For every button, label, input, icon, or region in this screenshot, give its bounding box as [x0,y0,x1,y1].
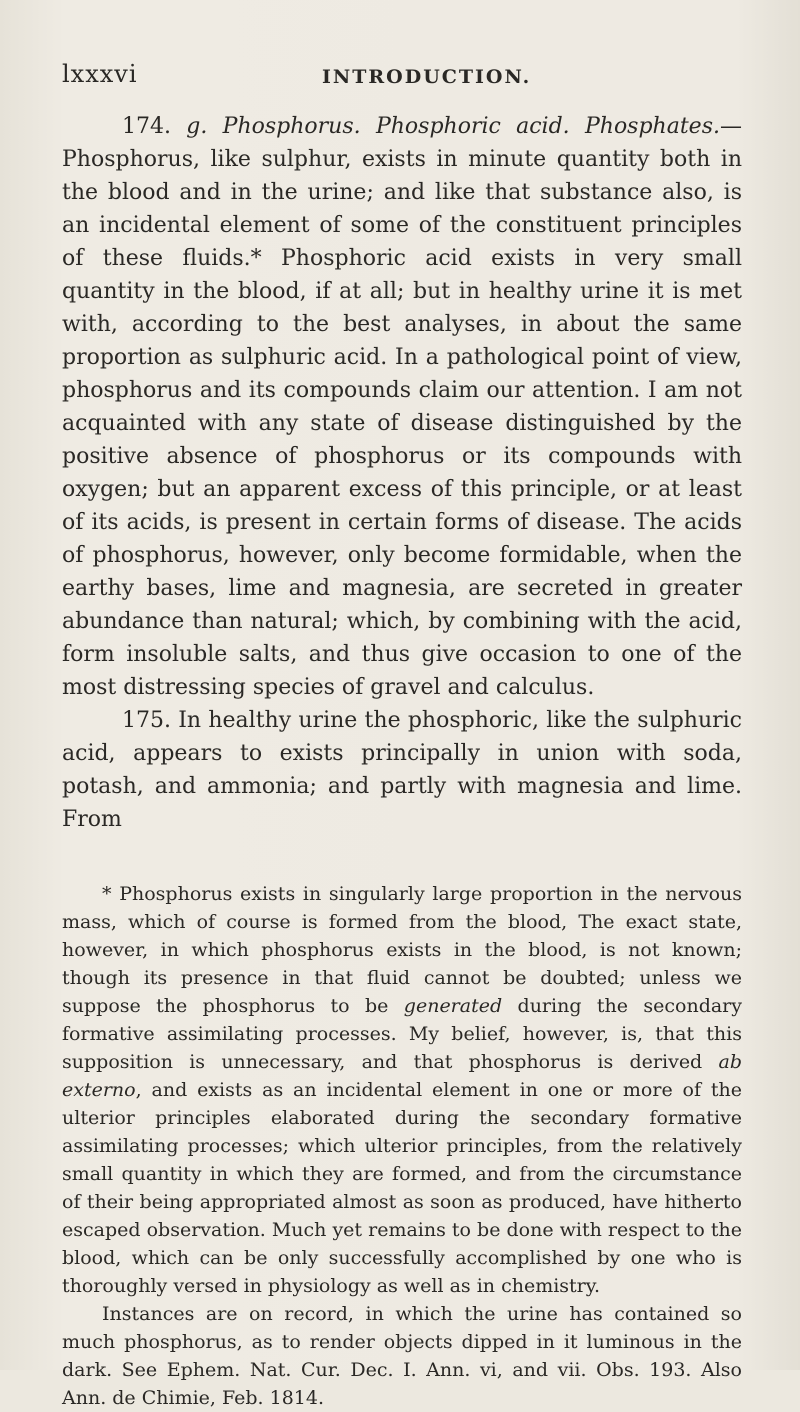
paragraph-175: 175. In healthy urine the phosphoric, like the sulphuric acid, appears to exists principally in union with soda, potash, and ammonia; and partly with magnesia and lime. From [62,708,742,832]
footnote-paragraph-2: Instances are on record, in which the urine has contained so much phosphorus, as to render objects dipped in it luminous in the dark. See Ephem. Nat. Cur. Dec. I. Ann. vi, and vii. Obs. 193. Also Ann. de Chimie, Feb. 1814. [62,1303,742,1409]
section-heading: g. Phosphorus. [186,114,361,139]
main-text [62,110,742,836]
subheading-acid: Phosphoric acid. [375,114,570,139]
subheading-phosphates: Phosphates. [584,114,720,139]
page-number: lxxxvi [62,60,138,88]
page-header [62,60,742,96]
running-head: INTRODUCTION. [322,66,532,88]
footnote-paragraph-1: * Phosphorus exists in singularly large proportion in the nervous mass, which of course is formed from the blood, The exact state, however, in which phosphorus exists in the blood, is not known; though its presence in that fluid cannot be doubted; unless we suppose the phosphorus to be generated during the secondary formative assimilating processes. My belief, however, is, that this supposition is unnecessary, and that phosphorus is derived ab externo, and exists as an incidental element in one or more of the ulterior principles elaborated during the secondary formative assimilating processes; which ulterior principles, from the relatively small quantity in which they are formed, and from the circumstance of their being appropriated almost as soon as produced, have hitherto escaped observation. Much yet remains to be done with respect to the blood, which can be only successfully accomplished by one who is thoroughly versed in physiology as well as in chemistry. [62,883,743,1297]
paragraph-174 [62,110,742,704]
paragraph-number: 174. [122,114,187,139]
footnote [62,880,742,1412]
paragraph-text: —Phosphorus, like sulphur, exists in minute quantity both in the blood and in the urine; and like that substance also, is an incidental element of some of the constituent principles of these fluids.* Phosphoric acid exists in very small quantity in the blood, if at all; but in healthy urine it is met with, according to the best analyses, in about the same proportion as sulphuric acid. In a pathological point of view, phosphorus and its compounds claim our attention. I am not acquainted with any state of disease distinguished by the positive absence of phosphorus or its compounds with oxygen; but an apparent excess of this principle, or at least of its acids, is present in certain forms of disease. The acids of phosphorus, however, only become formidable, when the earthy bases, lime and magnesia, are secreted in greater abundance than natural; which, by combining with the acid, form insoluble salts, and thus give occasion to one of the most distressing species of gravel and calculus. [62,114,742,700]
